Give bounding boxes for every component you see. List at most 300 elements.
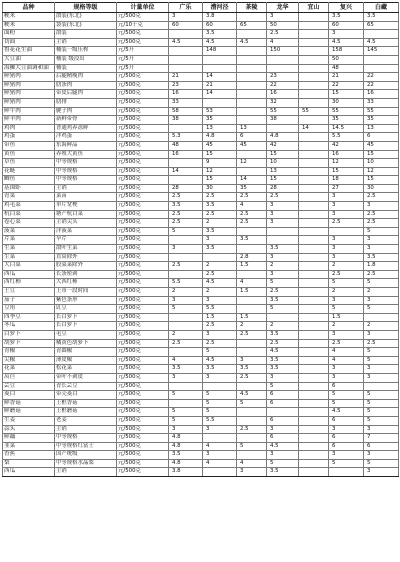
- price-cell: [237, 339, 267, 348]
- price-cell: [299, 348, 329, 357]
- unit-cell: 元/500克: [117, 81, 169, 90]
- table-row: [3, 305, 399, 314]
- price-cell: 5: [364, 416, 399, 425]
- spec-cell: 青长芸豆: [55, 382, 117, 391]
- price-cell: 4: [237, 202, 267, 211]
- spec-cell: 大西红柿: [55, 279, 117, 288]
- spec-cell: 散装(东北): [55, 13, 117, 22]
- spec-cell: 主销: [55, 468, 117, 477]
- price-cell: 15: [364, 176, 399, 185]
- price-cell: 5: [364, 356, 399, 365]
- price-cell: 3: [329, 193, 364, 202]
- price-cell: 148: [203, 47, 237, 56]
- price-cell: 3: [364, 373, 399, 382]
- price-cell: 30: [329, 98, 364, 107]
- price-cell: 5: [329, 459, 364, 468]
- table-body: [3, 13, 399, 477]
- price-cell: 33: [169, 98, 203, 107]
- price-cell: 28: [267, 184, 299, 193]
- table-row: [3, 47, 399, 56]
- table-row: [3, 425, 399, 434]
- price-cell: [299, 356, 329, 365]
- price-cell: [299, 451, 329, 460]
- price-cell: 3.5: [267, 356, 299, 365]
- price-cell: 5: [169, 305, 203, 314]
- unit-cell: 元/500克: [117, 442, 169, 451]
- price-cell: 2.5: [169, 193, 203, 202]
- price-cell: 3.5: [329, 13, 364, 22]
- price-cell: 5: [237, 399, 267, 408]
- price-cell: 14: [203, 73, 237, 82]
- unit-cell: 元/5升: [117, 47, 169, 56]
- item-name-cell: 菱白: [3, 391, 55, 400]
- price-cell: 15: [329, 167, 364, 176]
- spec-cell: 单片宽梗: [55, 202, 117, 211]
- price-cell: 23: [169, 81, 203, 90]
- unit-cell: 元/10千克: [117, 21, 169, 30]
- price-cell: [299, 391, 329, 400]
- price-cell: 3.5: [267, 245, 299, 254]
- table-row: [3, 38, 399, 47]
- unit-cell: 元/500克: [117, 116, 169, 125]
- price-cell: 3.5: [203, 202, 237, 211]
- table-row: [3, 64, 399, 73]
- price-cell: 12: [237, 159, 267, 168]
- table-row: [3, 442, 399, 451]
- unit-cell: 元/500克: [117, 365, 169, 374]
- price-cell: 48: [169, 141, 203, 150]
- table-row: [3, 468, 399, 477]
- item-name-cell: 鲜藕: [3, 434, 55, 443]
- price-cell: 5: [267, 382, 299, 391]
- price-cell: 4.5: [267, 348, 299, 357]
- price-cell: [299, 365, 329, 374]
- price-cell: 3: [267, 13, 299, 22]
- price-cell: 3: [203, 236, 237, 245]
- price-cell: 3.5: [169, 202, 203, 211]
- item-name-cell: 豆角: [3, 305, 55, 314]
- price-cell: 2.5: [267, 288, 299, 297]
- item-name-cell: 鲜猪肉: [3, 73, 55, 82]
- price-cell: 4: [329, 356, 364, 365]
- price-cell: 3: [237, 468, 267, 477]
- price-cell: 6: [329, 442, 364, 451]
- spec-cell: 主销: [55, 425, 117, 434]
- price-cell: 2.5: [203, 270, 237, 279]
- price-cell: [169, 253, 203, 262]
- price-cell: 3: [203, 296, 237, 305]
- table-row: [3, 167, 399, 176]
- price-cell: 13: [203, 124, 237, 133]
- price-cell: 3: [203, 451, 237, 460]
- table-row: [3, 348, 399, 357]
- unit-cell: 元/500克: [117, 399, 169, 408]
- table-row: [3, 98, 399, 107]
- table-row: [3, 30, 399, 39]
- unit-cell: 元/500克: [117, 270, 169, 279]
- unit-cell: 元/500克: [117, 425, 169, 434]
- price-cell: 1.5: [237, 313, 267, 322]
- spec-cell: 上框香菇: [55, 399, 117, 408]
- price-cell: [237, 416, 267, 425]
- price-cell: 60: [203, 21, 237, 30]
- unit-cell: 元/500克: [117, 296, 169, 305]
- price-cell: [237, 47, 267, 56]
- price-cell: [299, 245, 329, 254]
- price-cell: 2.5: [169, 339, 203, 348]
- unit-cell: 元/500克: [117, 159, 169, 168]
- spec-cell: 松花菜: [55, 365, 117, 374]
- column-header: 龙华: [267, 3, 299, 13]
- price-cell: [299, 21, 329, 30]
- unit-cell: 元/500克: [117, 408, 169, 417]
- item-name-cell: 海狮大豆油调和油: [3, 64, 55, 73]
- unit-cell: 元/500克: [117, 416, 169, 425]
- unit-cell: 元/500克: [117, 107, 169, 116]
- unit-cell: 元/500克: [117, 98, 169, 107]
- spec-cell: 上市一段时间: [55, 288, 117, 297]
- price-cell: 158: [329, 47, 364, 56]
- spec-cell: 主销尖头: [55, 219, 117, 228]
- spec-cell: 旱芹: [55, 236, 117, 245]
- price-cell: 3.5: [237, 236, 267, 245]
- price-cell: 6: [267, 399, 299, 408]
- price-cell: 6: [237, 133, 267, 142]
- price-cell: 4.5: [169, 38, 203, 47]
- item-name-cell: 生菜: [3, 245, 55, 254]
- spec-cell: 带叶不剥皮: [55, 373, 117, 382]
- item-name-cell: 梨: [3, 459, 55, 468]
- price-cell: 3: [203, 330, 237, 339]
- price-cell: 150: [267, 47, 299, 56]
- price-cell: [364, 55, 399, 64]
- item-name-cell: 鸡蛋: [3, 133, 55, 142]
- price-cell: [237, 382, 267, 391]
- price-cell: [299, 184, 329, 193]
- table-row: [3, 253, 399, 262]
- table-row: [3, 90, 399, 99]
- price-cell: 5.5: [329, 133, 364, 142]
- price-cell: [299, 425, 329, 434]
- price-cell: [299, 288, 329, 297]
- table-row: [3, 459, 399, 468]
- unit-cell: 元/500克: [117, 459, 169, 468]
- spec-cell: 直筒除外: [55, 253, 117, 262]
- price-cell: 10: [267, 159, 299, 168]
- price-sheet: [2, 2, 398, 560]
- price-cell: 21: [329, 73, 364, 82]
- price-cell: [203, 98, 237, 107]
- column-header: 漕河泾: [203, 3, 237, 13]
- unit-cell: 元/500克: [117, 90, 169, 99]
- item-name-cell: 鲜猪肉: [3, 98, 55, 107]
- price-cell: 3.5: [203, 227, 237, 236]
- spec-cell: 长白萝卜: [55, 322, 117, 331]
- spec-cell: 塘产杭白菜: [55, 210, 117, 219]
- price-cell: 5: [169, 391, 203, 400]
- column-header: 白藏: [364, 3, 399, 13]
- price-cell: 13: [364, 124, 399, 133]
- spec-cell: 国产统级: [55, 451, 117, 460]
- price-cell: [299, 459, 329, 468]
- price-cell: [299, 339, 329, 348]
- price-cell: [299, 330, 329, 339]
- table-row: [3, 21, 399, 30]
- unit-cell: 元/500克: [117, 13, 169, 22]
- unit-cell: 元/500克: [117, 391, 169, 400]
- table-row: [3, 262, 399, 271]
- table-row: [3, 141, 399, 150]
- price-cell: [299, 81, 329, 90]
- spec-cell: 桶装 级浸出: [55, 55, 117, 64]
- price-cell: 2.5: [237, 193, 267, 202]
- price-cell: [299, 116, 329, 125]
- price-cell: [169, 322, 203, 331]
- price-cell: 1.5: [203, 313, 237, 322]
- price-cell: [237, 227, 267, 236]
- item-name-cell: 西瓜: [3, 270, 55, 279]
- price-cell: 2: [364, 322, 399, 331]
- spec-cell: 中等规格: [55, 159, 117, 168]
- unit-cell: 元/500克: [117, 141, 169, 150]
- price-cell: [237, 98, 267, 107]
- price-cell: 22: [267, 81, 299, 90]
- price-cell: [364, 30, 399, 39]
- price-cell: 16: [169, 150, 203, 159]
- price-cell: [299, 227, 329, 236]
- spec-cell: 普通鸡养冻鲜: [55, 124, 117, 133]
- price-cell: 4.8: [203, 133, 237, 142]
- unit-cell: 元/500克: [117, 227, 169, 236]
- price-cell: 2.5: [329, 339, 364, 348]
- item-name-cell: 生姜: [3, 416, 55, 425]
- table-row: [3, 270, 399, 279]
- price-cell: 3: [329, 253, 364, 262]
- price-cell: 42: [267, 141, 299, 150]
- item-name-cell: 西红柿: [3, 279, 55, 288]
- price-cell: [299, 176, 329, 185]
- price-cell: 16: [169, 90, 203, 99]
- price-cell: 55: [299, 107, 329, 116]
- price-cell: 6: [267, 434, 299, 443]
- price-cell: 21: [169, 73, 203, 82]
- unit-cell: 元/500克: [117, 167, 169, 176]
- price-cell: [299, 55, 329, 64]
- price-cell: 2.5: [329, 219, 364, 228]
- price-cell: 3: [267, 253, 299, 262]
- price-cell: 5: [267, 459, 299, 468]
- spec-cell: 腱子肉: [55, 107, 117, 116]
- spec-cell: 肋条肉: [55, 81, 117, 90]
- price-cell: [299, 73, 329, 82]
- price-cell: 5.5: [203, 305, 237, 314]
- unit-cell: 元/500克: [117, 322, 169, 331]
- spec-cell: 洋鸡蛋: [55, 133, 117, 142]
- spec-cell: 长条密剥: [55, 270, 117, 279]
- price-cell: [267, 64, 299, 73]
- price-cell: 30: [203, 184, 237, 193]
- price-cell: 3: [169, 245, 203, 254]
- unit-cell: 元/500克: [117, 330, 169, 339]
- price-cell: [299, 90, 329, 99]
- price-cell: 3.5: [169, 365, 203, 374]
- price-cell: 3: [237, 356, 267, 365]
- price-cell: 6: [267, 391, 299, 400]
- price-cell: 5: [329, 279, 364, 288]
- table-row: [3, 451, 399, 460]
- price-cell: 28: [169, 184, 203, 193]
- item-name-cell: 面粉: [3, 30, 55, 39]
- spec-cell: 豇豆: [55, 305, 117, 314]
- price-cell: [299, 399, 329, 408]
- price-cell: 1.8: [364, 262, 399, 271]
- item-name-cell: 鲫鱼: [3, 176, 55, 185]
- table-row: [3, 73, 399, 82]
- price-cell: 5: [203, 391, 237, 400]
- column-header: 复兴: [329, 3, 364, 13]
- table-row: [3, 55, 399, 64]
- item-name-cell: 胡萝卜: [3, 339, 55, 348]
- spec-cell: 中等规格红富士: [55, 442, 117, 451]
- spec-cell: 散装: [55, 30, 117, 39]
- spec-cell: 上框蘑菇: [55, 408, 117, 417]
- price-cell: 55: [364, 107, 399, 116]
- price-cell: 4: [329, 348, 364, 357]
- unit-cell: 元/500克: [117, 150, 169, 159]
- price-cell: 5: [329, 399, 364, 408]
- price-cell: [237, 270, 267, 279]
- price-cell: 60: [329, 21, 364, 30]
- price-cell: [237, 64, 267, 73]
- unit-cell: 元/500克: [117, 348, 169, 357]
- price-cell: 5.3: [169, 133, 203, 142]
- item-name-cell: 粳米: [3, 13, 55, 22]
- price-cell: 14: [203, 90, 237, 99]
- price-cell: 3: [267, 270, 299, 279]
- price-cell: 22: [364, 73, 399, 82]
- price-cell: [237, 30, 267, 39]
- price-cell: 5: [364, 348, 399, 357]
- price-cell: [299, 202, 329, 211]
- price-cell: [299, 468, 329, 477]
- price-cell: 2: [267, 262, 299, 271]
- unit-cell: 元/500克: [117, 451, 169, 460]
- price-cell: 3: [267, 451, 299, 460]
- spec-cell: 老姜: [55, 416, 117, 425]
- price-cell: 2.5: [237, 219, 267, 228]
- item-name-cell: 青菜: [3, 193, 55, 202]
- price-cell: 3: [267, 202, 299, 211]
- spec-cell: 中等规格: [55, 176, 117, 185]
- table-row: [3, 245, 399, 254]
- item-name-cell: 芸豆: [3, 382, 55, 391]
- price-cell: [237, 73, 267, 82]
- price-cell: 38: [267, 116, 299, 125]
- price-cell: 15: [267, 176, 299, 185]
- price-cell: 42: [329, 141, 364, 150]
- price-cell: 5: [364, 227, 399, 236]
- table-row: [3, 322, 399, 331]
- price-cell: 2.5: [329, 270, 364, 279]
- price-cell: 10: [364, 159, 399, 168]
- price-cell: 16: [329, 150, 364, 159]
- price-cell: 3.5: [237, 365, 267, 374]
- price-cell: [299, 141, 329, 150]
- price-cell: 5: [203, 408, 237, 417]
- price-cell: 3: [329, 365, 364, 374]
- unit-cell: 元/500克: [117, 38, 169, 47]
- price-cell: [299, 236, 329, 245]
- price-cell: 2.5: [237, 373, 267, 382]
- price-cell: 5: [169, 227, 203, 236]
- price-cell: 3: [329, 202, 364, 211]
- spec-cell: 紫色条形: [55, 296, 117, 305]
- unit-cell: 元/500克: [117, 202, 169, 211]
- unit-cell: 元/500克: [117, 434, 169, 443]
- unit-cell: 元/500克: [117, 193, 169, 202]
- spec-cell: 肋排: [55, 98, 117, 107]
- price-cell: 14.5: [329, 124, 364, 133]
- price-cell: [169, 176, 203, 185]
- price-cell: 6: [364, 133, 399, 142]
- price-cell: 3: [364, 451, 399, 460]
- item-name-cell: 鲜香菇: [3, 399, 55, 408]
- price-cell: 35: [237, 184, 267, 193]
- price-cell: [299, 13, 329, 22]
- column-header: 计量单位: [117, 3, 169, 13]
- item-name-cell: 草鱼: [3, 159, 55, 168]
- price-cell: 22: [364, 81, 399, 90]
- unit-cell: 元/500克: [117, 468, 169, 477]
- price-cell: 45: [364, 141, 399, 150]
- table-row: [3, 339, 399, 348]
- table-row: [3, 133, 399, 142]
- price-cell: 3: [329, 210, 364, 219]
- price-cell: 5: [364, 408, 399, 417]
- price-cell: 145: [364, 47, 399, 56]
- price-cell: 3: [364, 365, 399, 374]
- price-cell: [299, 322, 329, 331]
- price-cell: 3.5: [364, 13, 399, 22]
- price-cell: [267, 313, 299, 322]
- price-cell: 4.8: [169, 442, 203, 451]
- unit-cell: 元/500克: [117, 288, 169, 297]
- price-cell: [364, 382, 399, 391]
- price-cell: 1.5: [329, 313, 364, 322]
- price-cell: [364, 313, 399, 322]
- price-cell: 35: [203, 116, 237, 125]
- price-cell: 2: [329, 322, 364, 331]
- price-cell: 5: [364, 399, 399, 408]
- item-name-cell: 黄鱼: [3, 150, 55, 159]
- price-cell: 4.5: [203, 38, 237, 47]
- price-cell: 2: [364, 288, 399, 297]
- price-cell: [299, 296, 329, 305]
- item-name-cell: 菠菜: [3, 227, 55, 236]
- price-cell: [237, 13, 267, 22]
- price-cell: 5.5: [169, 279, 203, 288]
- price-cell: 2.5: [364, 219, 399, 228]
- price-cell: 4: [203, 459, 237, 468]
- price-cell: [267, 236, 299, 245]
- price-cell: 4.5: [237, 38, 267, 47]
- table-row: [3, 399, 399, 408]
- item-name-cell: 鲜蘑菇: [3, 408, 55, 417]
- price-cell: [169, 313, 203, 322]
- price-cell: [237, 55, 267, 64]
- item-name-cell: 鸡毛菜: [3, 202, 55, 211]
- item-name-cell: 基围虾: [3, 184, 55, 193]
